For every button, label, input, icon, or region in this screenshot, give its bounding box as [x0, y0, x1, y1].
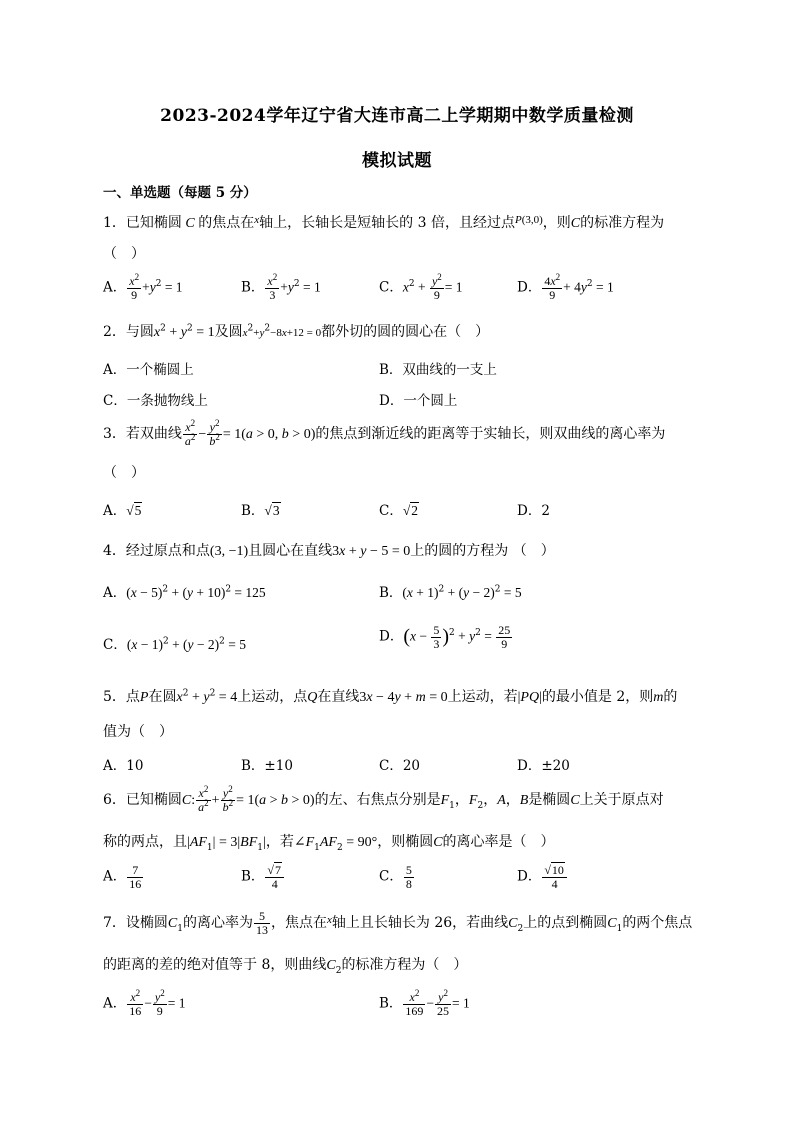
q1-option-d: D． $\frac{4x^2}{9}$ + $4y^2 = 1$ [517, 272, 614, 302]
q4-option-c: C．$(x - 1)^2 + (y - 2)^2 = 5$ [103, 636, 247, 653]
q4-option-d: D．(x − $\frac{5}{3}$ )$^2 + y^2$ = $\frac{25}{9}$ [379, 623, 511, 651]
question-1: 1．已知椭圆 C 的焦点在$^x$轴上，长轴长是短轴长的 3 倍，且经过点$^{P(3,0)}$，则C的标准方程为 [103, 214, 665, 231]
q3-option-a: A．√5 [103, 503, 142, 519]
question-1-paren: （ ） [103, 246, 145, 262]
q5-option-a: A．10 [103, 758, 144, 774]
q1-option-a: A． $\frac{x^2}{9}$ $+y^2 = 1$ [103, 272, 183, 302]
question-3: 3．若双曲线 $\frac{x^2}{a^2}$ − $\frac{y^2}{b^2}$ = 1(a > 0, b > 0)的焦点到渐近线的距离等于实轴长，则双曲线的离心率为 [103, 418, 666, 448]
question-7-line2: 的距离的差的绝对值等于 8，则曲线$C_2$的标准方程为（ ） [103, 957, 468, 976]
q2-option-d: D．一个圆上 [379, 393, 458, 409]
q6-option-d: D． $\frac{√10}{4}$ [517, 864, 568, 890]
q4-option-b: B．$(x + 1)^2 + (y - 2)^2 = 5$ [379, 584, 522, 601]
question-5: 5．点P在圆$x^2 + y^2 = 4$上运动，点Q在直线3x − 4y + m = 0上运动，若|PQ|的最小值是 2，则m的 [103, 688, 678, 705]
q2-option-b: B．双曲线的一支上 [379, 362, 497, 378]
exam-title: 2023-2024学年辽宁省大连市高二上学期期中数学质量检测 [160, 106, 634, 126]
q5-option-c: C．20 [379, 758, 421, 774]
q4-option-a: A．$(x - 5)^2 + (y + 10)^2 = 125$ [103, 584, 266, 601]
q6-option-b: B． $\frac{√7}{4}$ [241, 864, 285, 890]
q2-option-c: C．一条抛物线上 [103, 393, 208, 409]
question-6-line2: 称的两点，且$|AF_1| = 3|BF_1|$，若$\angle F_1AF_2 = 90^\circ$，则椭圆C的离心率是（ ） [103, 834, 555, 853]
question-4: 4．经过原点和点(3, −1)且圆心在直线3x + y − 5 = 0上的圆的方程为 （ ） [103, 543, 555, 559]
exam-subtitle: 模拟试题 [362, 151, 432, 171]
q3-option-d: D．2 [517, 503, 550, 519]
q6-option-c: C． $\frac{5}{8}$ [379, 863, 412, 891]
question-2: 2．与圆$x^2 + y^2 = 1$及圆$x^2+y^2-8x+12 = 0$都外切的圆的圆心在（ ） [103, 323, 490, 340]
q5-option-b: B．±10 [241, 758, 293, 774]
q3-option-b: B．√3 [241, 503, 280, 519]
question-3-paren: （ ） [103, 465, 145, 481]
question-5-line2: 值为（ ） [103, 724, 173, 740]
q5-option-d: D．±20 [517, 758, 570, 774]
q3-option-c: C．√2 [379, 503, 419, 519]
q6-option-a: A． $\frac{7}{16}$ [103, 863, 142, 891]
question-7: 7．设椭圆$C_1$的离心率为 $\frac{5}{13}$ ，焦点在$^x$轴上且长轴长为 26，若曲线$C_2$上的点到椭圆$C_1$的两个焦点 [103, 909, 693, 937]
q2-option-a: A．一个椭圆上 [103, 362, 194, 378]
section-heading: 一、单选题（每题 5 分） [103, 185, 257, 201]
q7-option-b: B． $\frac{x^2}{169}$ − $\frac{y^2}{25}$ = 1 [379, 988, 470, 1018]
q1-option-b: B． $\frac{x^2}{3}$ $+y^2 = 1$ [241, 272, 321, 302]
q1-option-c: C．$x^2$ + $\frac{y^2}{9}$ = 1 [379, 272, 463, 302]
question-6: 6．已知椭圆C: $\frac{x^2}{a^2}$ + $\frac{y^2}{b^2}$ = 1(a > b > 0)的左、右焦点分别是$F_1$，$F_2$，A，B是椭圆C上关于原点对 [103, 784, 664, 814]
q7-option-a: A． $\frac{x^2}{16}$ − $\frac{y^2}{9}$ = 1 [103, 988, 186, 1018]
